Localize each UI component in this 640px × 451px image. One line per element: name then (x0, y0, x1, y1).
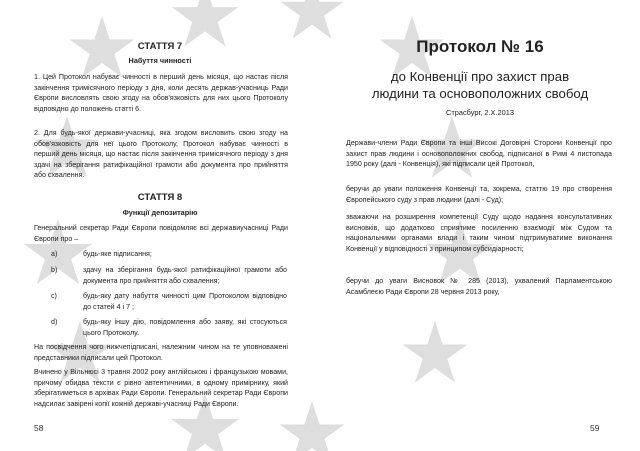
page-number-right: 59 (590, 423, 600, 433)
protocol-date: Страсбург, 2.X.2013 (446, 108, 514, 117)
done-at-paragraph: Вчинено у Вільнюсі 3 травня 2002 року англійською і французькою мовами, причому обидва тексти є рівно автентичними, в одному примірнику, який зберігатиметься в архівах Ради Європи. Генеральний секретар Ради Європи надсилає завірені копії кожній державі-учасниці Ради Європи. (34, 368, 288, 408)
article-7-title: СТАТТЯ 7 (137, 41, 183, 52)
article-8-intro: Генеральний секретар Ради Європи повідомляє всі державиучасниці Ради Європи про – (34, 224, 288, 243)
page-number-left: 58 (34, 423, 44, 433)
preamble-paragraph-3: зважаючи на розширення компетенції Суду щодо надання консультативних висновків, що додатково сприятиме посиленню взаємодії між Судом та національними органами влади і таким чином підтримуватиме виконання Конвенції у відповідності з принципом субсидіарності; (346, 213, 612, 253)
list-item-letter: c) (51, 292, 57, 300)
list-item-letter: d) (51, 318, 58, 326)
list-item-letter: a) (51, 250, 58, 258)
article-7-subtitle: Набуття чинності (128, 56, 192, 65)
list-item-text: здачу на зберігання будь-якої ратифікаційної грамоти або документа про прийняття або схвалення; (83, 266, 287, 285)
article-8-title: СТАТТЯ 8 (137, 192, 183, 203)
star-icon (403, 321, 468, 383)
list-item-letter: b) (51, 266, 58, 274)
preamble-paragraph-1: Держави-члени Ради Європи та інші Високі Договірні Сторони Конвенції про захист прав людини і основоположних свобод, підписаної в Римі 4 листопада 1950 року (далі - Конвенція), які підписали цей Протокол, (346, 139, 612, 168)
preamble-paragraph-4: беручи до уваги Висновок № 285 (2013), ухвалений Парламентською Асамблеєю Ради Європи 28 червня 2013 року, (346, 277, 612, 296)
protocol-subtitle-line-2: людини та основоположних свобод (371, 86, 589, 101)
article-7-paragraph-1: 1. Цей Протокол набуває чинності в перший день місяця, що настає після закінчення тримісячного періоду з дня, коли десять держав-учасниць Ради Європи висловлять свою згоду на обов'язковість для них цього Протоколу відповідно до положень статті 6. (34, 73, 288, 113)
protocol-title: Протокол № 16 (416, 37, 544, 56)
witness-paragraph: На посвідчення чого нижчепідписані, належним чином на те уповноважені представники підписали цей Протокол. (34, 343, 288, 362)
list-item-text: будь-яку дату набуття чинності цим Протоколом відповідно до статей 4 і 7 ; (83, 292, 287, 311)
article-7-paragraph-2: 2. Для будь-якої держави-учасниці, яка згодом висловить свою згоду на обов'язковість для неї цього Протоколу, Протокол набуває чинності в перший день місяця, що настає після закінчення тримісячного періоду з дня здачі на зберігання ратифікаційної грамоти або документа про прийняття або схвалення. (34, 129, 288, 179)
protocol-subtitle (320, 68, 640, 102)
preamble-paragraph-2: беручи до уваги положення Конвенції та, зокрема, статтю 19 про створення Європейського суду з прав людини (далі - Суд); (346, 185, 612, 204)
article-8-subtitle: Функції депозитарію (122, 208, 198, 217)
list-item-text: будь-яку іншу дію, повідомлення або заяву, які стосуються цього Протоколу. (83, 318, 287, 337)
list-item-text: будь-яке підписання; (83, 250, 152, 258)
protocol-subtitle-line-1: до Конвенції про захист прав (390, 69, 570, 84)
